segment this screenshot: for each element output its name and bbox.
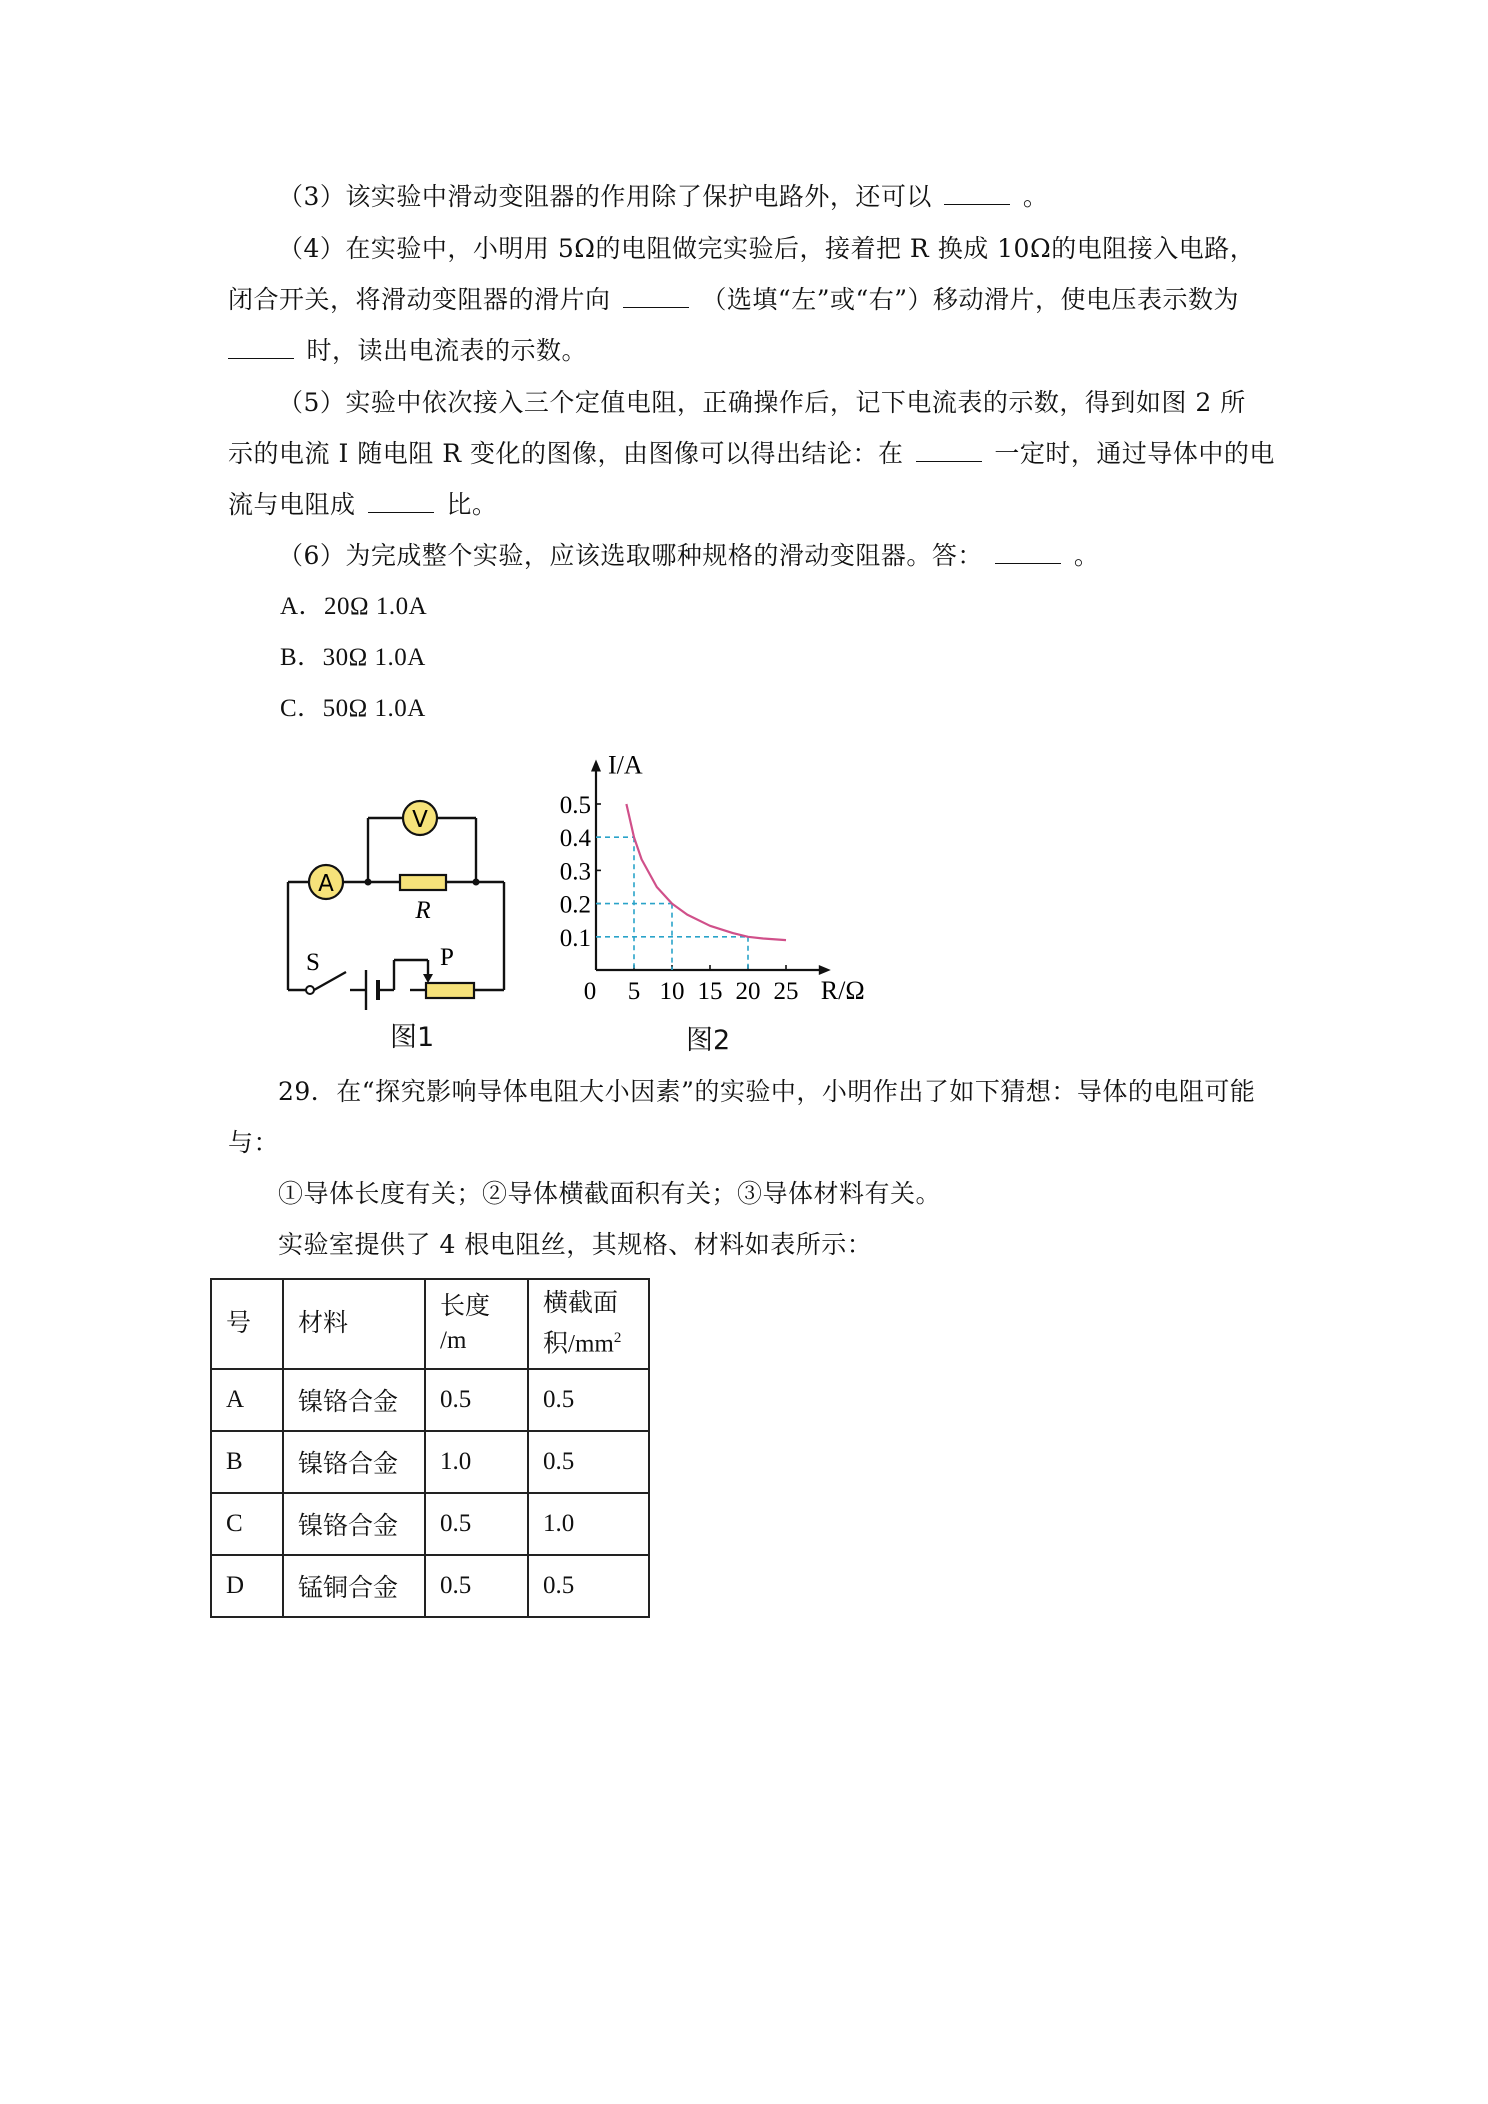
table-row (211, 1493, 649, 1555)
q6-text-end: 。 (1073, 541, 1100, 570)
node-dot (473, 879, 480, 886)
switch-label: S (306, 949, 320, 976)
switch-icon (306, 986, 314, 994)
header-length: 长度 /m (425, 1279, 528, 1369)
x-axis-arrow-icon (819, 965, 831, 975)
cell-material: 锰铜合金 (283, 1555, 425, 1617)
slider-arrow-icon (423, 974, 433, 983)
table-row (211, 1555, 649, 1617)
question-3 (278, 180, 1328, 214)
cell-material: 镍铬合金 (283, 1431, 425, 1493)
question-5-line1: （5）实验中依次接入三个定值电阻，正确操作后，记下电流表的示数，得到如图 2 所 (278, 388, 1246, 417)
table-row (211, 1431, 649, 1493)
question-29-line1: 29．在“探究影响导体电阻大小因素”的实验中，小明作出了如下猜想：导体的电阻可能 (278, 1077, 1256, 1106)
x-tick-label: 25 (773, 978, 799, 1005)
option-a[interactable]: A．20Ω 1.0A (280, 593, 428, 620)
figure-2-caption: 图2 (686, 1025, 731, 1056)
figure-2-chart (560, 745, 880, 1029)
q4-text: 闭合开关，将滑动变阻器的滑片向 (228, 285, 611, 314)
question-5-line3 (228, 488, 1278, 522)
table-header-row (211, 1279, 649, 1369)
x-tick-label: 20 (735, 978, 761, 1005)
q5-text: 示的电流 I 随电阻 R 变化的图像，由图像可以得出结论：在 (228, 439, 904, 468)
question-6 (278, 539, 1328, 573)
question-5-line2 (228, 437, 1278, 471)
y-tick-label: 0.1 (559, 924, 591, 952)
y-tick-label: 0.3 (559, 858, 591, 886)
q4-text-end: 时，读出电流表的示数。 (306, 336, 587, 365)
question-4-line2 (228, 283, 1278, 317)
option-c[interactable]: C．50Ω 1.0A (280, 695, 426, 722)
header-material: 材料 (283, 1279, 425, 1369)
cell-id: A (211, 1369, 283, 1431)
circuit-diagram (270, 790, 520, 1020)
cell-area: 1.0 (528, 1493, 649, 1555)
q6-text: （6）为完成整个实验，应该选取哪种规格的滑动变阻器。答： (278, 541, 983, 570)
cell-material: 镍铬合金 (283, 1369, 425, 1431)
option-b[interactable]: B．30Ω 1.0A (280, 644, 426, 671)
x-axis-label: R/Ω (820, 976, 865, 1005)
header-area: 横截面 积$/mm^2$ (528, 1279, 649, 1369)
resistor-label: R (415, 897, 431, 924)
cell-id: D (211, 1555, 283, 1617)
q5-text-mid: 一定时，通过导体中的电 (994, 439, 1275, 468)
question-4-line3 (228, 334, 1278, 368)
q3-text-end: 。 (1022, 182, 1049, 211)
q3-text: （3）该实验中滑动变阻器的作用除了保护电路外，还可以 (278, 182, 932, 211)
cell-material: 镍铬合金 (283, 1493, 425, 1555)
q4-voltage-blank[interactable] (228, 338, 294, 359)
table-row (211, 1369, 649, 1431)
wire-spec-table (210, 1278, 650, 1618)
cell-area: 0.5 (528, 1369, 649, 1431)
figure-1-circuit (270, 790, 520, 1024)
voltmeter-label: V (412, 807, 428, 833)
q3-answer-blank[interactable] (944, 184, 1010, 205)
q4-direction-blank[interactable] (623, 287, 689, 308)
slider-label: P (440, 944, 454, 971)
q5-text-end: 比。 (446, 490, 498, 519)
q5-condition-blank[interactable] (916, 441, 982, 462)
y-axis-arrow-icon (591, 759, 601, 771)
y-tick-label: 0.5 (559, 792, 591, 819)
rheostat-icon (426, 983, 474, 998)
header-number: 号 (211, 1279, 283, 1369)
cell-id: C (211, 1493, 283, 1555)
cell-area: 0.5 (528, 1555, 649, 1617)
q5-text-2: 流与电阻成 (228, 490, 356, 519)
x-tick-label: 10 (659, 978, 685, 1005)
y-axis-label: I/A (608, 750, 643, 780)
ammeter-label: A (318, 871, 334, 897)
cell-area: 0.5 (528, 1431, 649, 1493)
cell-id: B (211, 1431, 283, 1493)
question-29-hypotheses: ①导体长度有关；②导体横截面积有关；③导体材料有关。 (278, 1179, 942, 1208)
y-tick-label: 0.4 (559, 825, 591, 853)
x-tick-label: 0 (583, 978, 597, 1005)
q4-text-mid: （选填“左”或“右”）移动滑片，使电压表示数为 (701, 285, 1240, 314)
question-29-line2: 与： (228, 1128, 280, 1157)
x-tick-label: 5 (627, 978, 641, 1005)
node-dot (365, 879, 372, 886)
q5-relation-blank[interactable] (368, 492, 434, 513)
cell-length: 0.5 (425, 1369, 528, 1431)
x-tick-label: 15 (697, 978, 723, 1005)
resistor-icon (400, 875, 446, 890)
series-line (626, 804, 786, 940)
current-resistance-graph (560, 745, 880, 1025)
cell-length: 0.5 (425, 1493, 528, 1555)
question-4-line1: （4）在实验中，小明用 5Ω的电阻做完实验后，接着把 R 换成 10Ω的电阻接入电路， (278, 234, 1256, 263)
figure-1-caption: 图1 (390, 1022, 435, 1053)
question-29-line4: 实验室提供了 4 根电阻丝，其规格、材料如表所示： (278, 1230, 873, 1259)
cell-length: 1.0 (425, 1431, 528, 1493)
cell-length: 0.5 (425, 1555, 528, 1617)
q6-answer-blank[interactable] (995, 543, 1061, 564)
y-tick-label: 0.2 (559, 891, 591, 919)
